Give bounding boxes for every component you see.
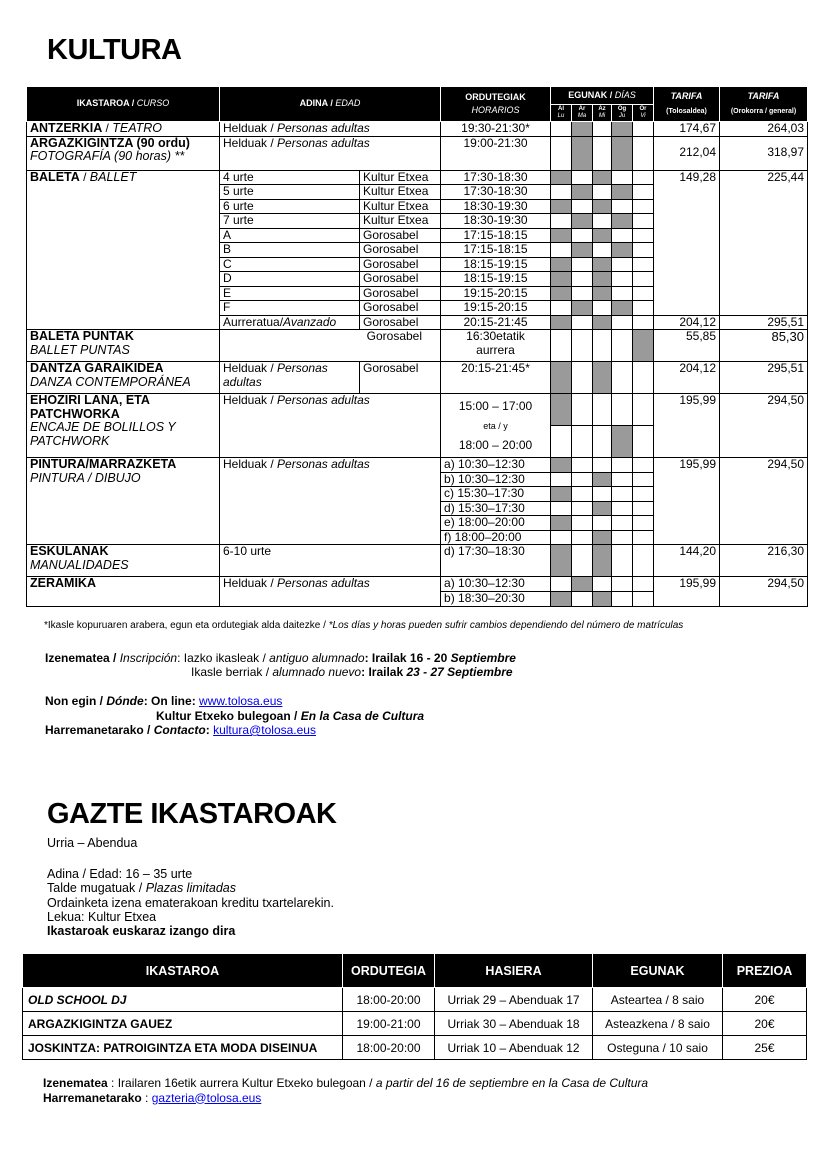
gazte-lekua: Lekua: Kultur Etxea — [47, 909, 157, 924]
price-tolosaldea: 212,04 — [654, 136, 720, 170]
price-tolosaldea: 55,85 — [654, 330, 720, 362]
age: Helduak / Personas adultas — [220, 458, 441, 545]
row-eskulanak — [27, 545, 808, 577]
start: Urriak 30 – Abenduak 18 — [435, 1012, 593, 1036]
day-ju: Og Ju — [612, 105, 633, 122]
group: Aurreratua/Avanzado — [220, 315, 360, 330]
price-general: 295,51 — [720, 315, 808, 330]
course-name: ARGAZKIGINTZA GAUEZ — [23, 1012, 343, 1036]
header-edad: ADINA / EDAD — [220, 87, 441, 122]
group: F — [220, 301, 360, 316]
schedule: 19:00-21:30 — [441, 136, 551, 170]
header-hasiera: HASIERA — [435, 954, 593, 988]
schedule: 16:30etatik aurrera — [441, 330, 551, 362]
schedule: 20:15-21:45 — [441, 315, 551, 330]
place: Gorosabel — [220, 330, 441, 362]
price-tolosaldea: 195,99 — [654, 394, 720, 458]
schedule: 17:30-18:30 — [441, 170, 551, 185]
donde-block: Non egin / Dónde: On line: www.tolosa.eus Kultur Etxeko bulegoan / En la Casa de Cultura Harremanetarako / Contacto: kultura@tolosa.eus — [45, 694, 425, 737]
schedule: 15:00 – 17:00 eta / y 18:00 – 20:00 — [441, 394, 551, 458]
kultura-title: KULTURA — [47, 34, 182, 66]
age: 6-10 urte — [220, 545, 441, 577]
gazte-contact: Izenematea : Irailaren 16etik aurrera Kultur Etxeko bulegoan / a partir del 16 de septiembre en la Casa de Cultura Harremanetarako : gazteria@tolosa.eus — [43, 1076, 649, 1105]
schedule-note: *Ikasle kopuruaren arabera, egun eta ordutegiak alda daitezke / *Los días y horas pueden sufrir cambios dependiendo del número de matrículas — [44, 620, 684, 631]
schedule: 18:00-20:00 — [343, 988, 435, 1012]
schedule: 19:00-21:00 — [343, 1012, 435, 1036]
course-name: BALETA / BALLET — [27, 170, 220, 330]
kultura-table — [26, 86, 808, 607]
price-general: 294,50 — [720, 394, 808, 458]
kultura-email-link[interactable]: kultura@tolosa.eus — [213, 723, 316, 737]
day-mi: Az Mi — [593, 105, 612, 122]
schedule: 18:30-19:30 — [441, 214, 551, 229]
course-name: JOSKINTZA: PATROIGINTZA ETA MODA DISEINUA — [23, 1036, 343, 1060]
place: Kultur Etxea — [360, 185, 441, 200]
gazte-ordainketa: Ordainketa izena ematerakoan kreditu txartelarekin. — [47, 895, 334, 910]
schedule: d) 17:30–18:30 — [441, 545, 551, 577]
price-general: 294,50 — [720, 458, 808, 545]
schedule: b) 18:30–20:30 — [441, 592, 551, 607]
schedule: e) 18:00–20:00 — [441, 516, 551, 531]
course-name: EHOZIRI LANA, ETA PATCHWORKA ENCAJE DE BOLILLOS Y PATCHWORK — [27, 394, 220, 458]
place: Kultur Etxea — [360, 170, 441, 185]
place: Gorosabel — [360, 315, 441, 330]
gazte-age: Adina / Edad: 16 – 35 urte — [47, 867, 193, 881]
course-name: DANTZA GARAIKIDEA DANZA CONTEMPORÁNEA — [27, 362, 220, 394]
header-egunak: EGUNAK — [593, 954, 723, 988]
group: 7 urte — [220, 214, 360, 229]
course-name: ANTZERKIA / TEATRO — [27, 122, 220, 137]
price-general: 318,97 — [720, 136, 808, 170]
table-row — [23, 988, 807, 1012]
table-row — [23, 1036, 807, 1060]
day-lu: Al Lu — [551, 105, 572, 122]
price-general: 85,30 — [720, 330, 808, 362]
header-dias: EGUNAK / DÍAS — [551, 87, 654, 105]
gazte-plazas: Talde mugatuak / Plazas limitadas — [47, 881, 237, 896]
place: Gorosabel — [360, 286, 441, 301]
start: Urriak 29 – Abenduak 17 — [435, 988, 593, 1012]
schedule: 18:15-19:15 — [441, 257, 551, 272]
course-name: ESKULANAK MANUALIDADES — [27, 545, 220, 577]
price-tolosaldea: 195,99 — [654, 577, 720, 607]
schedule: b) 10:30–12:30 — [441, 472, 551, 487]
header-tarifa-tolosaldea: TARIFA (Tolosaldea) — [654, 87, 720, 122]
row-ehoziri — [27, 394, 808, 426]
header-ikastaroa: IKASTAROA — [23, 954, 343, 988]
schedule: a) 10:30–12:30 — [441, 458, 551, 473]
row-zeramika — [27, 577, 808, 592]
gazte-email-link[interactable]: gazteria@tolosa.eus — [151, 1090, 262, 1105]
row-baleta-puntak — [27, 330, 808, 362]
start: Urriak 10 – Abenduak 12 — [435, 1036, 593, 1060]
schedule: c) 15:30–17:30 — [441, 487, 551, 502]
place: Gorosabel — [360, 272, 441, 287]
schedule: d) 15:30–17:30 — [441, 501, 551, 516]
schedule: 18:30-19:30 — [441, 199, 551, 214]
course-name: OLD SCHOOL DJ — [23, 988, 343, 1012]
course-name: BALETA PUNTAK BALLET PUNTAS — [27, 330, 220, 362]
header-ordutegia: ORDUTEGIA — [343, 954, 435, 988]
age: Helduak / Personas adultas — [220, 136, 441, 170]
place: Gorosabel — [360, 301, 441, 316]
header-horarios: ORDUTEGIAK HORARIOS — [441, 87, 551, 122]
schedule: 18:15-19:15 — [441, 272, 551, 287]
price-general: 264,03 — [720, 122, 808, 137]
schedule: 19:15-20:15 — [441, 301, 551, 316]
schedule: 19:30-21:30* — [441, 122, 551, 137]
schedule: 19:15-20:15 — [441, 286, 551, 301]
place: Gorosabel — [360, 362, 441, 394]
row-baleta — [27, 170, 808, 185]
header-prezioa: PREZIOA — [723, 954, 807, 988]
price-general: 216,30 — [720, 545, 808, 577]
gazte-table — [22, 953, 807, 1060]
group: A — [220, 228, 360, 243]
day-vi: Or Vi — [633, 105, 654, 122]
row-antzerkia — [27, 122, 808, 137]
price-tolosaldea: 174,67 — [654, 122, 720, 137]
days: Asteazkena / 8 saio — [593, 1012, 723, 1036]
place: Gorosabel — [360, 243, 441, 258]
gazte-info — [47, 867, 334, 938]
header-curso: IKASTAROA / CURSO — [27, 87, 220, 122]
group: 6 urte — [220, 199, 360, 214]
header-tarifa-general: TARIFA (Orokorra / general) — [720, 87, 808, 122]
price-general: 294,50 — [720, 577, 808, 607]
day-ma: Ar Ma — [572, 105, 593, 122]
price-general: 295,51 — [720, 362, 808, 394]
age: Helduak / Personas adultas — [220, 362, 360, 394]
place: Kultur Etxea — [360, 214, 441, 229]
price-tolosaldea: 149,28 — [654, 170, 720, 315]
group: 4 urte — [220, 170, 360, 185]
gazte-title: GAZTE IKASTAROAK — [47, 798, 337, 830]
inscripcion-block: Izenematea / Inscripción: Iazko ikasleak / antiguo alumnado: Irailak 16 - 20 Septiembre Ikasle berriak / alumnado nuevo: Irailak 23 - 27 Septiembre — [45, 651, 516, 679]
price: 25€ — [723, 1036, 807, 1060]
group: D — [220, 272, 360, 287]
age: Helduak / Personas adultas — [220, 394, 441, 458]
gazte-euskara: Ikastaroak euskaraz izango dira — [47, 924, 236, 939]
course-name: ZERAMIKA — [27, 577, 220, 607]
price-tolosaldea: 144,20 — [654, 545, 720, 577]
gazte-period: Urria – Abendua — [47, 836, 138, 850]
price-tolosaldea: 204,12 — [654, 315, 720, 330]
schedule: 17:30-18:30 — [441, 185, 551, 200]
schedule: 18:00-20:00 — [343, 1036, 435, 1060]
row-dantza — [27, 362, 808, 394]
tolosa-link[interactable]: www.tolosa.eus — [199, 694, 283, 708]
place: Gorosabel — [360, 257, 441, 272]
table-row — [23, 1012, 807, 1036]
days: Osteguna / 10 saio — [593, 1036, 723, 1060]
schedule: 17:15-18:15 — [441, 243, 551, 258]
schedule: a) 10:30–12:30 — [441, 577, 551, 592]
price-tolosaldea: 195,99 — [654, 458, 720, 545]
group: 5 urte — [220, 185, 360, 200]
price-general: 225,44 — [720, 170, 808, 315]
row-pintura — [27, 458, 808, 473]
group: B — [220, 243, 360, 258]
group: C — [220, 257, 360, 272]
age: Helduak / Personas adultas — [220, 122, 441, 137]
course-name: ARGAZKIGINTZA (90 ordu) FOTOGRAFÍA (90 horas) ** — [27, 136, 220, 170]
price-tolosaldea: 204,12 — [654, 362, 720, 394]
place: Gorosabel — [360, 228, 441, 243]
row-argazkigintza — [27, 136, 808, 170]
group: E — [220, 286, 360, 301]
price: 20€ — [723, 1012, 807, 1036]
schedule: f) 18:00–20:00 — [441, 530, 551, 545]
place: Kultur Etxea — [360, 199, 441, 214]
age: Helduak / Personas adultas — [220, 577, 441, 607]
schedule: 20:15-21:45* — [441, 362, 551, 394]
schedule: 17:15-18:15 — [441, 228, 551, 243]
course-name: PINTURA/MARRAZKETA PINTURA / DIBUJO — [27, 458, 220, 545]
days: Asteartea / 8 saio — [593, 988, 723, 1012]
price: 20€ — [723, 988, 807, 1012]
